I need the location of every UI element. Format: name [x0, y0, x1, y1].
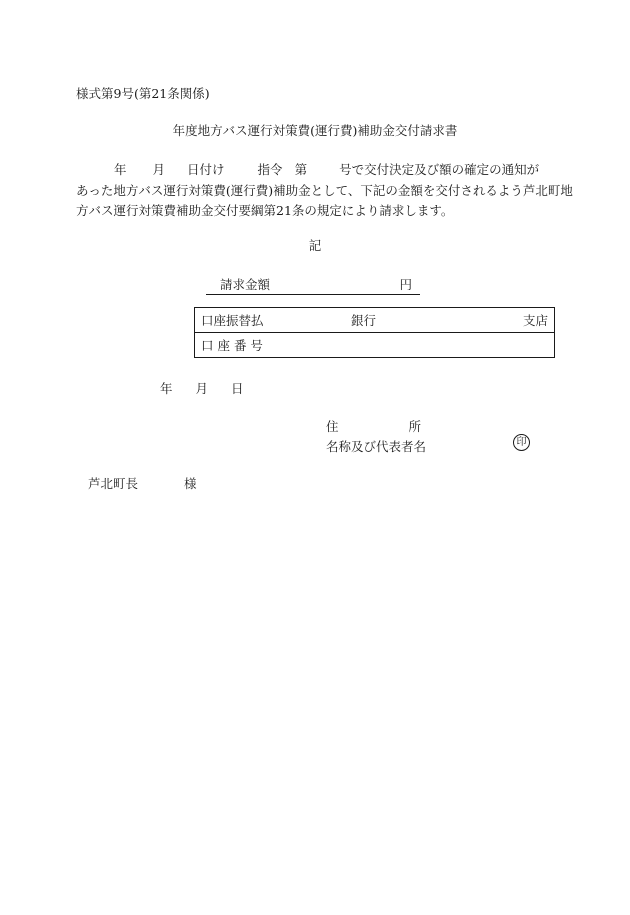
date-day: 日 [231, 381, 244, 396]
body-line-3: 方バス運行対策費補助金交付要綱第21条の規定により請求します。 [76, 203, 454, 218]
address-char-2: 所 [408, 419, 422, 434]
request-amount-line [206, 275, 420, 295]
transfer-label: 口座振替払 [201, 313, 264, 328]
body-year: 年 [114, 162, 127, 177]
bank-transfer-cell [195, 308, 555, 333]
date-month: 月 [195, 381, 209, 396]
request-body-text [76, 160, 573, 222]
body-number-prefix: 第 [294, 162, 308, 177]
account-number-row [195, 333, 555, 358]
addressee [88, 474, 197, 492]
seal-mark: 印 [513, 434, 530, 451]
addressee-honorific: 様 [184, 476, 197, 491]
yen-unit: 円 [399, 277, 412, 292]
form-number: 様式第9号(第21条関係) [76, 86, 210, 101]
ki-heading: 記 [308, 238, 322, 253]
body-line-1 [76, 160, 556, 181]
request-date [160, 379, 244, 397]
document-title: 年度地方バス運行対策費(運行費)補助金交付請求書 [172, 123, 458, 138]
addressee-name: 芦北町長 [88, 476, 139, 491]
body-day-dated: 日付け [187, 162, 225, 177]
body-directive: 指令 [257, 162, 283, 177]
bank-label: 銀行 [351, 313, 377, 328]
request-amount-label: 請求金額 [220, 277, 271, 292]
body-line-2: あった地方バス運行対策費(運行費)補助金として、下記の金額を交付されるよう芦北町地 [76, 182, 573, 198]
body-month: 月 [152, 162, 166, 177]
applicant-name-label: 名称及び代表者名 [326, 439, 427, 454]
date-year: 年 [160, 381, 173, 396]
account-number-label: 口 座 番 号 [195, 333, 555, 358]
address-char-1: 住 [326, 419, 339, 434]
body-line-1-text: 号で交付決定及び額の確定の通知が [339, 162, 540, 177]
bank-account-table [194, 307, 555, 358]
applicant-address-label [326, 417, 421, 435]
branch-label: 支店 [522, 313, 548, 328]
bank-transfer-row [195, 308, 555, 333]
